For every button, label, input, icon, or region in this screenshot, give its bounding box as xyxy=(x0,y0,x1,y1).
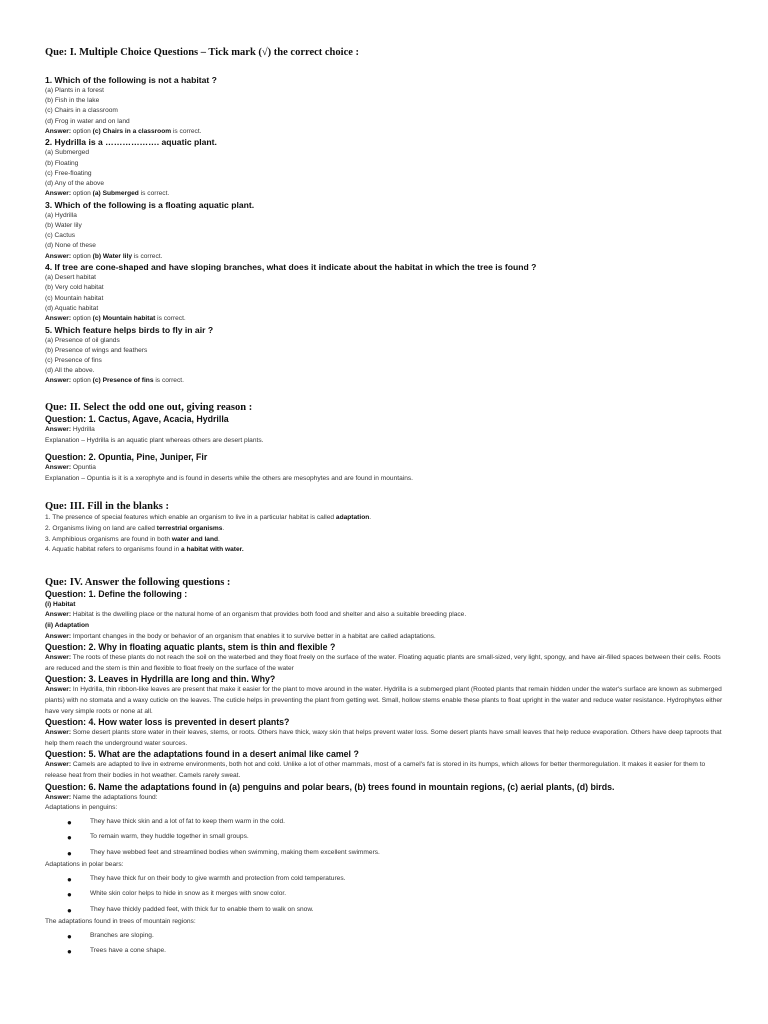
mcq-question: 1. Which of the following is not a habitat ? xyxy=(45,75,217,85)
long-question: Question: 3. Leaves in Hydrilla are long and thin. Why? xyxy=(45,674,276,685)
answer-choice: (a) Submerged xyxy=(92,190,139,198)
mcq-option: (c) Chairs in a classroom xyxy=(45,107,118,115)
mcq-option: (b) Water lily xyxy=(45,222,82,230)
mcq-option: (d) Frog in water and on land xyxy=(45,117,130,125)
list-item xyxy=(63,829,725,845)
list-item xyxy=(63,902,725,918)
fill-blanks-list xyxy=(45,513,725,555)
list-item-text: Trees have a cone shape. xyxy=(90,947,166,955)
long-answer xyxy=(45,632,725,643)
mcq-option: (a) Plants in a forest xyxy=(45,87,105,94)
long-question: Question: 2. Why in floating aquatic plants, stem is thin and flexible ? xyxy=(45,642,336,653)
mcq-option: (d) Aquatic habitat xyxy=(45,304,99,312)
answer-label: Answer: xyxy=(45,315,72,323)
list-label: Adaptations in penguins: xyxy=(45,804,118,812)
mcq-question: 2. Hydrilla is a ………………. aquatic plant. xyxy=(45,137,217,148)
fill-blank-answer: adaptation xyxy=(335,514,370,522)
bullet-icon: ● xyxy=(67,890,72,900)
answer-label: Answer: xyxy=(45,793,72,801)
list-item xyxy=(63,928,725,944)
mcq-option: (a) Submerged xyxy=(45,149,89,157)
section-3-heading: Que: III. Fill in the blanks : xyxy=(45,501,169,513)
mcq-question: 3. Which of the following is a floating aquatic plant. xyxy=(45,199,255,210)
mcq-option: (b) Very cold habitat xyxy=(45,284,104,292)
list-item-text: Branches are sloping. xyxy=(90,931,154,939)
mcq-answer xyxy=(45,376,725,387)
mcq-item xyxy=(45,75,725,137)
mcq-list xyxy=(45,75,725,387)
long-answer xyxy=(45,685,725,717)
mcq-option: (c) Cactus xyxy=(45,232,76,240)
bullet-icon: ● xyxy=(67,905,72,915)
answer-text: Hydrilla xyxy=(72,426,95,434)
fill-blank-end: . xyxy=(369,514,372,522)
mcq-option: (a) Desert habitat xyxy=(45,274,96,282)
answer-label: Answer: xyxy=(45,252,72,260)
list-item-text: They have thickly padded feet, with thick fur to enable them to walk on snow. xyxy=(90,905,314,913)
fill-blank-answer: water and land xyxy=(171,535,219,543)
document-page xyxy=(45,46,725,959)
fill-blank-answer: terrestrial organisms xyxy=(156,525,223,532)
long-question: Question: 6. Name the adaptations found in (a) penguins and polar bears, (b) trees found in mountain regions, (c) aerial plants, (d) birds. xyxy=(45,781,615,792)
fill-blank-end: . xyxy=(218,535,220,543)
mcq-option: (b) Floating xyxy=(45,159,79,167)
answer-text: Important changes in the body or behavior of an organism that enables it to survive better in a habitat are called adaptations. xyxy=(72,632,436,640)
answer-choice: (c) Chairs in a classroom xyxy=(92,127,172,135)
mcq-answer xyxy=(45,314,725,325)
odd-one-out-question: Question: 2. Opuntia, Pine, Juniper, Fir xyxy=(45,452,208,463)
answer-prefix: option xyxy=(72,315,91,323)
mcq-question: 5. Which feature helps birds to fly in air ? xyxy=(45,324,214,335)
mcq-option: (a) Hydrilla xyxy=(45,211,77,219)
fill-blank-item xyxy=(45,535,725,546)
answer-text: The roots of these plants do not reach the soil on the waterbed and they float freely on the surface of the water. Floating aquatic plants are small-sized, very light, spongy, and have air-filled spaces between their cells. Roots are reduced and the stem is thin and flexible to float freely on the surface of the water xyxy=(45,654,721,672)
answer-label: Answer: xyxy=(45,464,72,472)
mcq-item xyxy=(45,200,725,262)
mcq-item xyxy=(45,137,725,199)
section-2-heading: Que: II. Select the odd one out, giving reason : xyxy=(45,402,253,414)
mcq-answer xyxy=(45,127,725,138)
answer-text: In Hydrilla, thin ribbon-like leaves are present that make it easier for the plant to move around in the water. Hydrilla is a submerged plant (Rooted plants that remain hidden under the water's surface are known as submerged plants) with no stomata and a waxy cuticle on the leaves. The cuticle helps in preventing the plant from getting wet. Small, hollow stems enable these plants to float upright in the water and reduce water resistance. Hydrophytes either have very simple roots or none at all. xyxy=(45,686,723,715)
fill-blank-text: 4. Aquatic habitat refers to organisms found in xyxy=(45,546,180,554)
answer-text: Camels are adapted to live in extreme environments, both hot and cold. Unlike a lot of other mammals, most of a camel's fat is stored in its humps, which allows for better thermoregulation. It makes it easier for them to release heat from their bodies in hot weather. Camels rarely sweat. xyxy=(45,761,706,779)
odd-one-out-answer xyxy=(45,425,725,436)
list-label: Adaptations in polar bears: xyxy=(45,861,124,869)
long-answer xyxy=(45,728,725,749)
answer-label: Answer: xyxy=(45,190,72,198)
answer-label: Answer: xyxy=(45,729,72,737)
answer-text: Opuntia xyxy=(72,464,96,472)
bullet-icon: ● xyxy=(67,833,72,843)
list-item-text: They have thick skin and a lot of fat to keep them warm in the cold. xyxy=(90,817,285,825)
list-item xyxy=(63,845,725,861)
answer-suffix: is correct. xyxy=(172,127,202,135)
bullet-icon: ● xyxy=(67,947,72,957)
answer-text: Name the adaptations found: xyxy=(72,793,158,801)
fill-blank-item xyxy=(45,545,725,556)
answer-suffix: is correct. xyxy=(140,190,170,198)
answer-label: Answer: xyxy=(45,686,72,694)
sub-question: (i) Habitat xyxy=(45,600,76,608)
answer-choice: (b) Water lily xyxy=(92,252,132,260)
answer-prefix: option xyxy=(72,252,91,260)
section-1-heading: Que: I. Multiple Choice Questions – Tick mark (√) the correct choice : xyxy=(45,47,360,58)
section-4-heading: Que: IV. Answer the following questions : xyxy=(45,576,231,588)
bullet-icon: ● xyxy=(67,931,72,941)
mcq-option: (b) Fish in the lake xyxy=(45,97,100,105)
penguin-adaptations-list xyxy=(45,814,725,861)
odd-one-out-question: Question: 1. Cactus, Agave, Acacia, Hydrilla xyxy=(45,414,229,425)
answer-prefix: option xyxy=(72,190,91,198)
odd-one-out-answer xyxy=(45,463,725,474)
answer-label: Answer: xyxy=(45,127,72,135)
answer-prefix: option xyxy=(72,377,91,385)
fill-blank-item xyxy=(45,513,725,524)
mcq-option: (c) Presence of fins xyxy=(45,357,102,365)
fill-blank-text: 1. The presence of special features which enable an organism to live in a particular habitat is called xyxy=(45,514,335,522)
answer-text: Some desert plants store water in their leaves, stems, or roots. Others have thick, waxy skin that helps prevent water loss. Some desert plants have small leaves that help reduce evaporation. Others have deep taproots that help them reach the underground water sources. xyxy=(45,729,722,747)
long-question: Question: 5. What are the adaptations found in a desert animal like camel ? xyxy=(45,749,359,760)
mountain-tree-adaptations-list xyxy=(45,928,725,959)
odd-one-out-item xyxy=(45,414,725,446)
mcq-option: (d) None of these xyxy=(45,242,96,250)
odd-one-out-explanation: Explanation – Hydrilla is an aquatic plant whereas others are desert plants. xyxy=(45,436,264,444)
mcq-answer xyxy=(45,252,725,263)
fill-blank-item xyxy=(45,524,725,535)
mcq-option: (d) Any of the above xyxy=(45,180,105,188)
list-item xyxy=(63,886,725,902)
list-item xyxy=(63,871,725,887)
answer-text: Habitat is the dwelling place or the natural home of an organism that provides both food and shelter and also a suitable breeding place. xyxy=(72,611,467,619)
answer-prefix: option xyxy=(72,127,91,135)
long-answer xyxy=(45,793,725,804)
list-label: The adaptations found in trees of mountain regions: xyxy=(45,918,196,926)
list-item-text: They have thick fur on their body to give warmth and protection from cold temperatures. xyxy=(90,874,346,882)
bullet-icon: ● xyxy=(67,874,72,884)
fill-blank-text: 3. Amphibious organisms are found in both xyxy=(45,535,170,543)
list-item-text: They have webbed feet and streamlined bodies when swimming, making them excellent swimmers. xyxy=(90,848,380,856)
answer-label: Answer: xyxy=(45,654,72,662)
mcq-option: (b) Presence of wings and feathers xyxy=(45,346,148,354)
fill-blank-end: . xyxy=(222,525,225,532)
mcq-question: 4. If tree are cone-shaped and have sloping branches, what does it indicate about the habitat in which the tree is found ? xyxy=(45,262,537,273)
answer-label: Answer: xyxy=(45,377,72,385)
fill-blank-text: 2. Organisms living on land are called xyxy=(45,525,155,532)
answer-suffix: is correct. xyxy=(157,315,186,323)
mcq-option: (c) Mountain habitat xyxy=(45,294,104,302)
answer-choice: (c) Mountain habitat xyxy=(92,315,156,323)
long-answer xyxy=(45,760,725,781)
answer-suffix: is correct. xyxy=(133,252,163,260)
odd-one-out-explanation: Explanation – Opuntia is it is a xerophyte and is found in deserts while the others are mesophytes and are found in mountains. xyxy=(45,474,414,482)
list-item xyxy=(63,943,725,959)
bullet-icon: ● xyxy=(67,817,72,827)
list-item-text: To remain warm, they huddle together in small groups. xyxy=(90,833,249,841)
answer-label: Answer: xyxy=(45,632,72,640)
long-answer xyxy=(45,653,725,674)
long-question: Question: 4. How water loss is prevented in desert plants? xyxy=(45,717,290,728)
answer-label: Answer: xyxy=(45,761,72,769)
answer-label: Answer: xyxy=(45,426,72,434)
mcq-item xyxy=(45,325,725,387)
odd-one-out-item xyxy=(45,452,725,484)
answer-choice: (c) Presence of fins xyxy=(92,377,154,385)
fill-blank-answer: a habitat with water. xyxy=(181,546,244,554)
answer-suffix: is correct. xyxy=(155,377,184,385)
long-answer xyxy=(45,610,725,621)
list-item-text: White skin color helps to hide in snow as it merges with snow color. xyxy=(90,890,287,898)
bullet-icon: ● xyxy=(67,848,72,858)
mcq-option: (d) All the above. xyxy=(45,367,95,375)
list-item xyxy=(63,814,725,830)
answer-label: Answer: xyxy=(45,611,72,619)
mcq-option: (c) Free-floating xyxy=(45,169,92,177)
mcq-option: (a) Presence of oil glands xyxy=(45,336,120,344)
mcq-item xyxy=(45,262,725,324)
sub-question: (ii) Adaptation xyxy=(45,621,90,629)
polar-bear-adaptations-list xyxy=(45,871,725,918)
long-question: Question: 1. Define the following : xyxy=(45,588,188,599)
mcq-answer xyxy=(45,189,725,200)
